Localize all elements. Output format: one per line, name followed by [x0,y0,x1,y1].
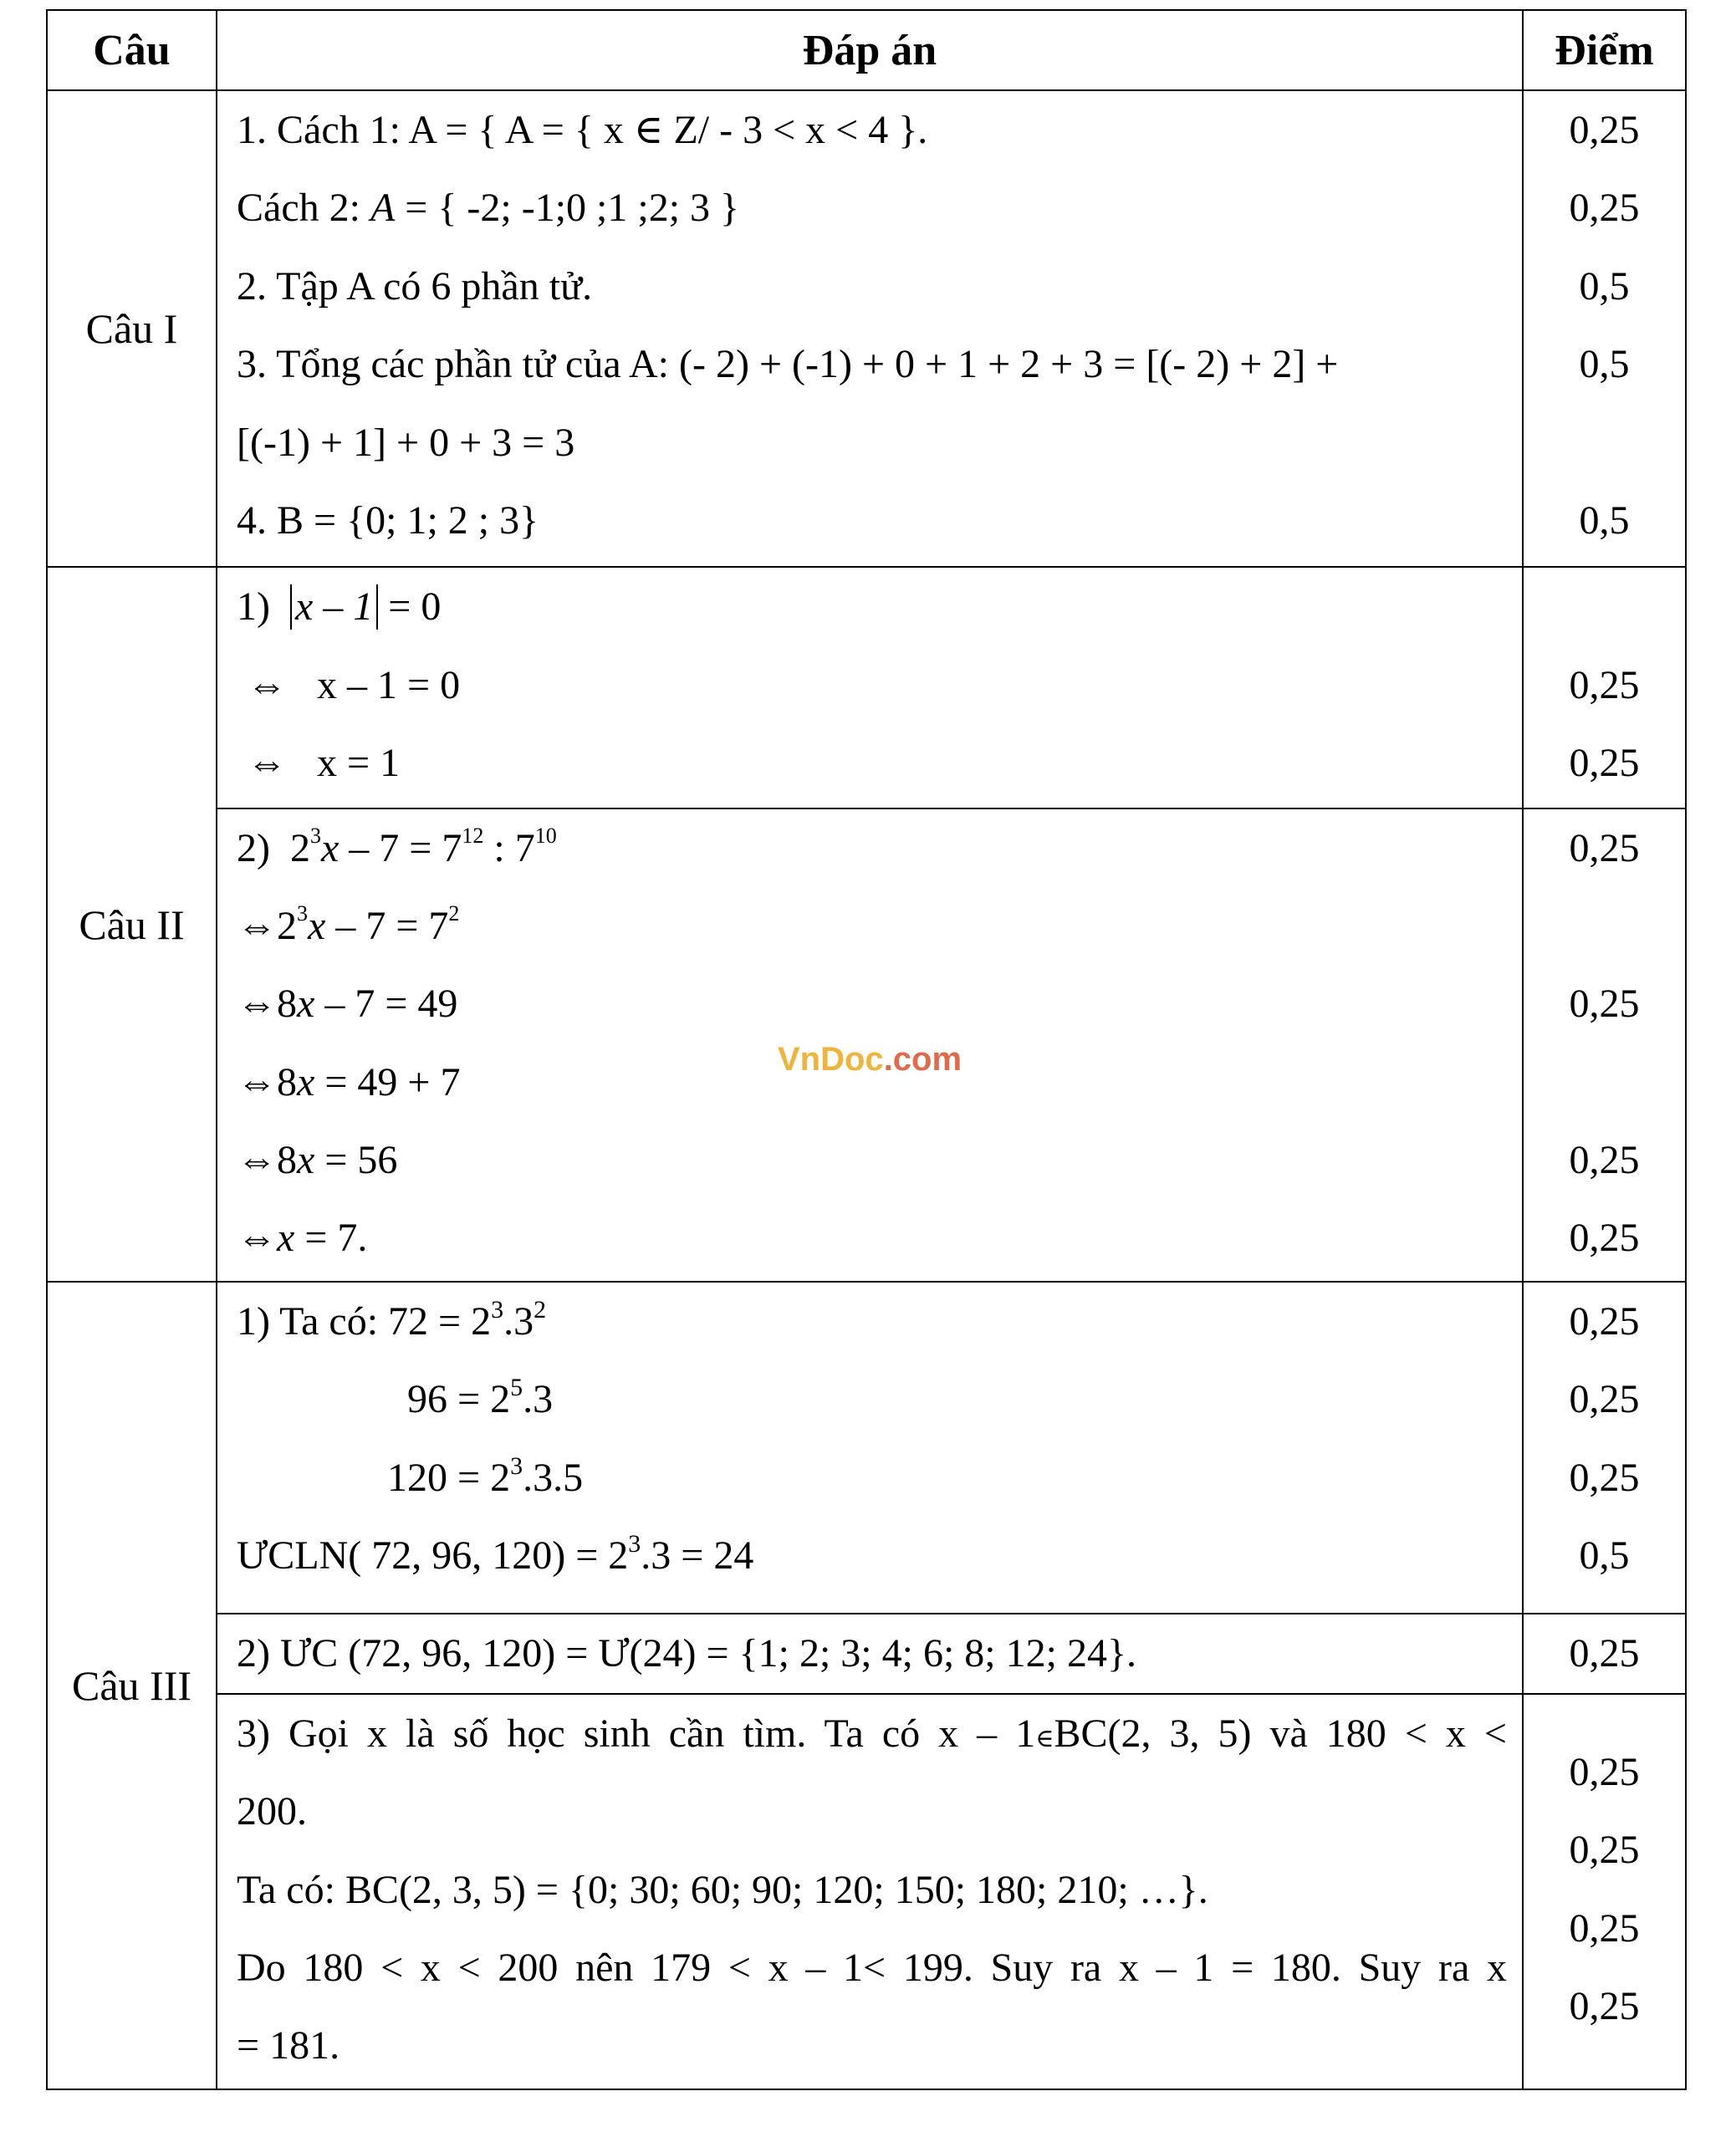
cau-2-2-line-3: ⇔8x – 7 = 49 [237,982,458,1027]
cau-3-3-line-5: = 181. [237,2023,340,2068]
points-value [1524,404,1685,482]
cau-2-label: Câu II [47,567,217,1282]
cau-2-2-line-4: ⇔8x = 49 + 7 [237,1059,461,1104]
points-value [1524,1043,1685,1121]
points-value: 0,25 [1569,1749,1640,1794]
points-value: 0,25 [1569,1828,1640,1873]
cau-1-line-4: 3. Tổng các phần tử của A: (- 2) + (-1) + 0 + 1 + 2 + 3 = [(- 2) + 2] + [237,342,1339,387]
points-value: 0,25 [1569,1298,1640,1344]
header-cau: Câu [47,10,217,90]
row-cau-3-part-3 [47,1694,1686,2089]
points-value: 0,25 [1569,1138,1640,1183]
cau-1-answer [217,90,1523,567]
points-value: 0,25 [1569,1631,1640,1676]
points-value: 0,25 [1569,1377,1640,1422]
cau-3-2-line-1: 2) ƯC (72, 96, 120) = Ư(24) = {1; 2; 3; 4; 6; 8; 12; 24}. [237,1631,1136,1676]
cau-1-line-3: 2. Tập A có 6 phần tử. [237,263,593,309]
points-value: 0,25 [1569,741,1640,786]
header-dap-an: Đáp án [217,10,1523,90]
cau-3-part-1-points [1523,1282,1686,1614]
row-cau-3-part-1 [47,1282,1686,1614]
cau-3-3-line-2: 200. [237,1789,307,1834]
points-value [1524,568,1685,645]
points-value: 0,25 [1569,1983,1640,2028]
cau-2-1-line-1: 1) x – 1 = 0 [237,584,442,630]
abs-value: x – 1 [290,584,378,630]
cau-1-line-6: 4. B = {0; 1; 2 ; 3} [237,497,539,543]
cau-3-part-1-answer [217,1282,1523,1614]
points-value: 0,25 [1569,1455,1640,1500]
cau-3-1-line-1: 1) Ta có: $72 = 2^3.3^2$ [237,1295,547,1344]
points-value: 0,5 [1579,263,1630,309]
cau-2-part-1-points [1523,567,1686,808]
points-value: 0,5 [1579,342,1630,387]
cau-2-2-line-5: ⇔8x = 56 [237,1138,398,1183]
cau-3-3-line-3: Ta có: BC(2, 3, 5) = {0; 30; 60; 90; 120; 150; 180; 210; …}. [237,1867,1208,1912]
cau-2-2-line-2: $\Leftrightarrow 2^3x - 7 = 7^2$ [237,900,460,948]
cau-3-3-line-1: 3) Gọi x là số học sinh cần tìm. Ta có x – 1∈BC(2, 3, 5) và 180 < x < [237,1711,1507,1756]
cau-1-label: Câu I [47,90,217,567]
cau-3-1-line-3: $120 = 2^3.3.5$ [387,1451,584,1500]
cau-3-part-3-points [1523,1694,1686,2089]
cau-1-line-2: Cách 2: A = { -2; -1;0 ;1 ;2; 3 } [237,186,740,231]
cau-2-1-line-3: ⇔ x = 1 [247,741,401,786]
cau-2-2-line-1: 2) $2^3x - 7 = 7^{12}$ : $7^{10}$ [237,823,557,870]
row-cau-1 [47,90,1686,567]
cau-2-1-line-2: ⇔ x – 1 = 0 [247,662,461,707]
cau-3-3-line-4: Do 180 < x < 200 nên 179 < x – 1< 199. Suy ra x – 1 = 180. Suy ra x [237,1945,1507,1990]
watermark-logo: VnDoc.com [778,1041,962,1078]
equiv-symbol: ⇔ [247,741,287,786]
points-value: 0,25 [1569,825,1640,870]
header-diem: Điểm [1523,10,1686,90]
cau-1-line-1: 1. Cách 1: A = { A = { x ∈ Z/ - 3 < x < 4 }. [237,108,928,152]
row-cau-3-part-2 [47,1614,1686,1693]
points-value: 0,25 [1569,1905,1640,1951]
points-value: 0,25 [1569,186,1640,231]
cau-1-line-5: [(-1) + 1] + 0 + 3 = 3 [237,420,575,465]
points-value: 0,5 [1579,497,1630,543]
points-value: 0,25 [1569,108,1640,152]
points-value: 0,25 [1569,982,1640,1027]
cau-1-points [1523,90,1686,567]
header-row [47,10,1686,90]
points-value: 0,25 [1569,1216,1640,1261]
cau-2-part-2-points [1523,808,1686,1282]
points-value: 0,25 [1569,662,1640,707]
points-value [1524,887,1685,965]
cau-3-part-2-answer [217,1614,1523,1693]
cau-2-part-1-answer [217,567,1523,808]
cau-3-label: Câu III [47,1282,217,2089]
cau-3-part-3-answer [217,1694,1523,2089]
equiv-symbol: ⇔ [247,662,287,707]
points-value: 0,5 [1579,1533,1630,1579]
cau-3-1-line-4: ƯCLN( 72, 96, $120) = 2^3.3 = 24$ [237,1530,754,1579]
cau-2-2-line-6: ⇔x = 7. [237,1216,368,1261]
row-cau-2-part-1 [47,567,1686,808]
cau-3-1-line-2: $96 = 2^5.3$ [407,1374,554,1422]
cau-3-part-2-points [1523,1614,1686,1693]
